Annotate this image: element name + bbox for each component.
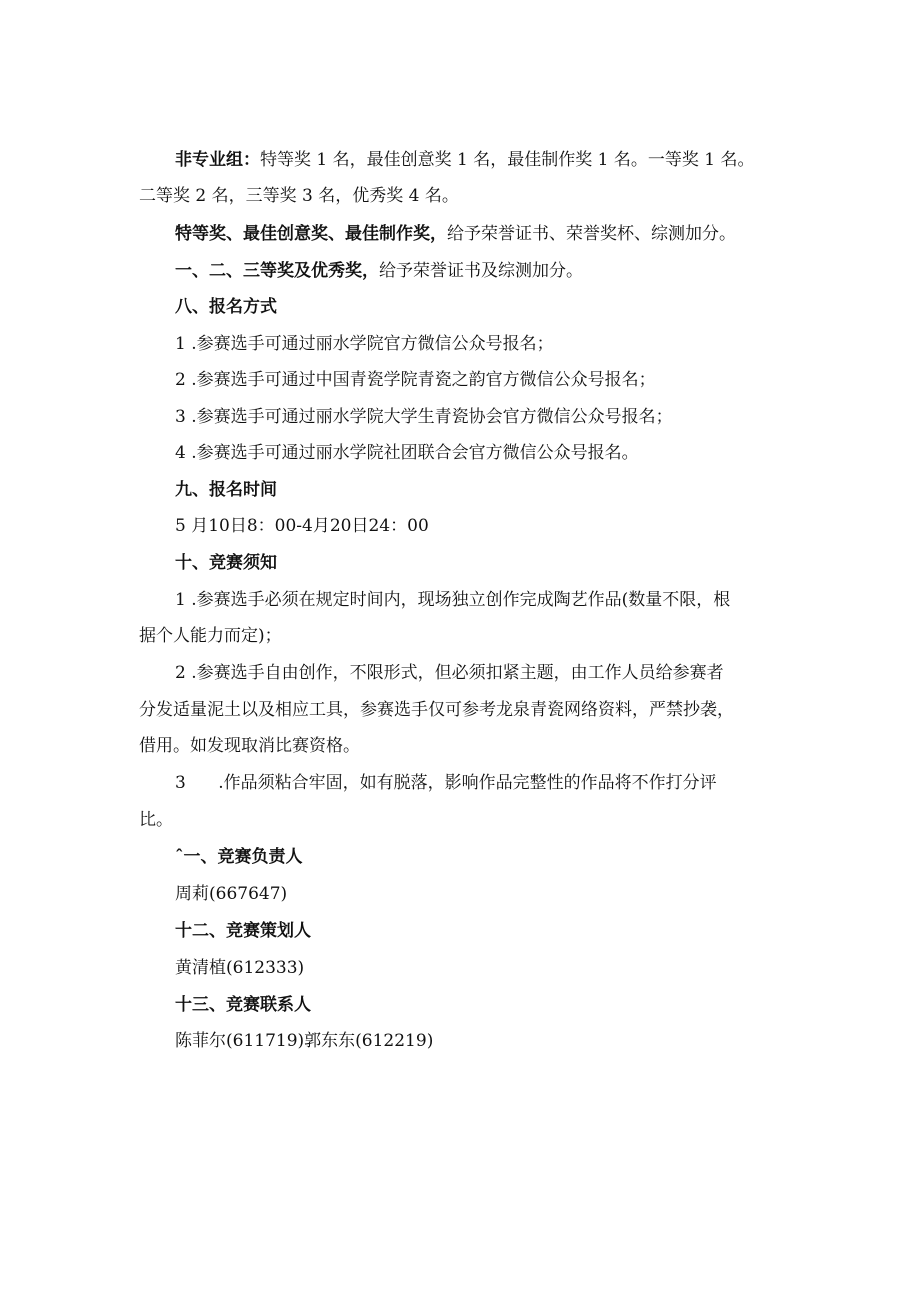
- notice-item-2-line-3: 借用。如发现取消比赛资格。: [139, 736, 360, 756]
- leader-heading: ˆ一、竞赛负责人: [175, 847, 303, 867]
- nonpro-label: 非专业组：: [175, 150, 260, 170]
- registration-time-text: 5 月10日8：00-4月20日24：00: [175, 516, 429, 536]
- liaison-heading: 十三、竞赛联系人: [175, 995, 311, 1015]
- top-awards-label: 特等奖、最佳创意奖、最佳制作奖，: [175, 224, 447, 244]
- liaison-text: 陈菲尔(611719)郭东东(612219): [175, 1031, 434, 1051]
- registration-item-3: 3 .参赛选手可通过丽水学院大学生青瓷协会官方微信公众号报名；: [175, 407, 673, 427]
- other-awards-text: 给予荣誉证书及综测加分。: [379, 261, 583, 281]
- nonpro-text-1: 特等奖 1 名，最佳创意奖 1 名，最佳制作奖 1 名。一等奖 1 名。: [260, 150, 755, 170]
- planner-text: 黄清植(612333): [175, 958, 305, 978]
- registration-item-4: 4 .参赛选手可通过丽水学院社团联合会官方微信公众号报名。: [175, 443, 639, 463]
- notice-item-1-line-1: 1 .参赛选手必须在规定时间内，现场独立创作完成陶艺作品(数量不限，根: [175, 590, 731, 610]
- top-awards-text: 给予荣誉证书、荣誉奖杯、综测加分。: [447, 224, 736, 244]
- notice-item-3-line-1: 3 .作品须粘合牢固，如有脱落，影响作品完整性的作品将不作打分评: [175, 773, 717, 793]
- leader-text: 周莉(667647): [175, 884, 288, 904]
- notice-item-1-line-2: 据个人能力而定)；: [139, 626, 282, 646]
- notice-item-2-line-1: 2 .参赛选手自由创作，不限形式，但必须扣紧主题，由工作人员给参赛者: [175, 663, 724, 683]
- top-awards-line: [175, 224, 736, 244]
- nonpro-awards-line-1: [175, 150, 755, 170]
- registration-item-2: 2 .参赛选手可通过中国青瓷学院青瓷之韵官方微信公众号报名；: [175, 370, 656, 390]
- nonpro-awards-line-2: 二等奖 2 名，三等奖 3 名，优秀奖 4 名。: [139, 186, 459, 206]
- notice-heading: 十、竞赛须知: [175, 553, 277, 573]
- notice-item-3-line-2: 比。: [139, 810, 173, 830]
- planner-heading: 十二、竞赛策划人: [175, 921, 311, 941]
- registration-heading: 八、报名方式: [175, 297, 277, 317]
- notice-item-2-line-2: 分发适量泥土以及相应工具，参赛选手仅可参考龙泉青瓷网络资料，严禁抄袭，: [139, 700, 734, 720]
- registration-time-heading: 九、报名时间: [175, 480, 277, 500]
- other-awards-label: 一、二、三等奖及优秀奖，: [175, 261, 379, 281]
- registration-item-1: 1 .参赛选手可通过丽水学院官方微信公众号报名；: [175, 334, 554, 354]
- other-awards-line: [175, 261, 583, 281]
